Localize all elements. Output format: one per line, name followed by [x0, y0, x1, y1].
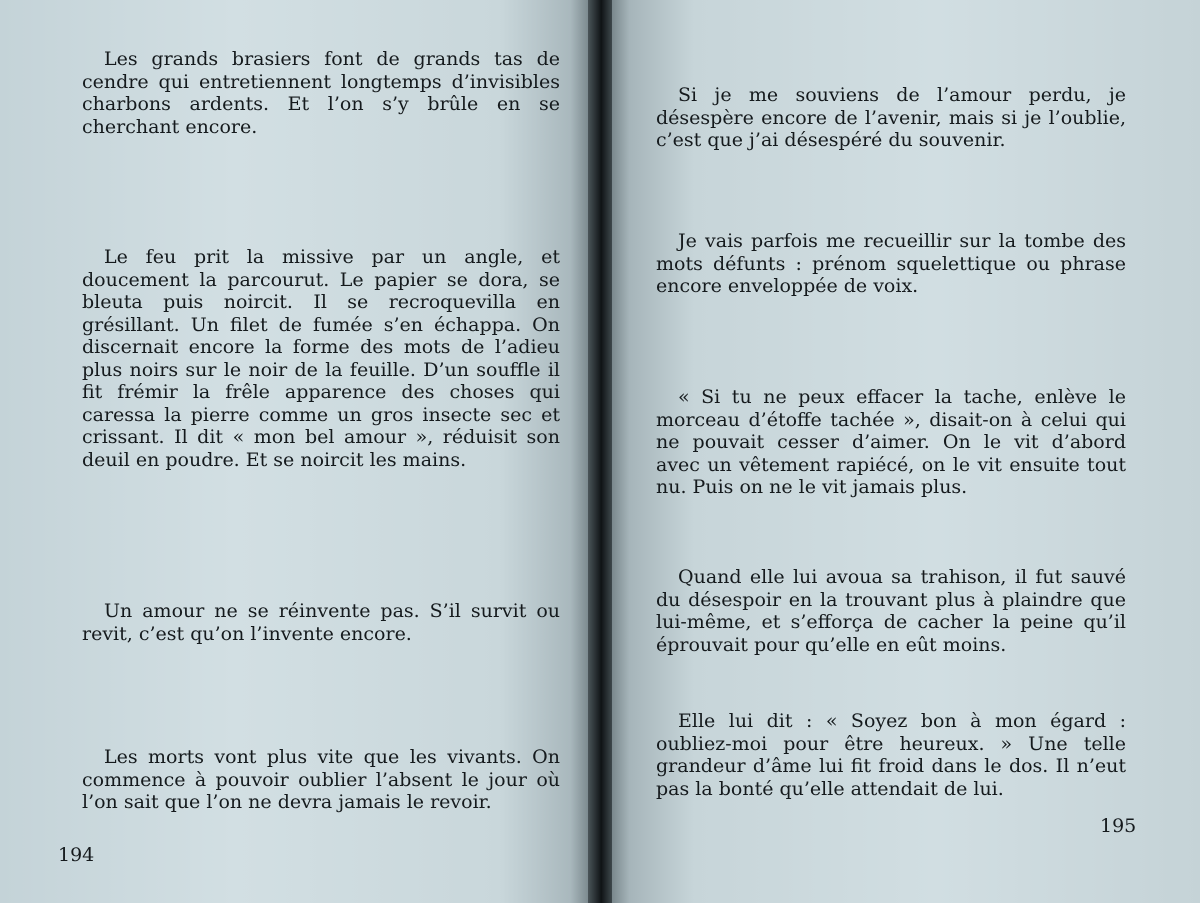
- paragraph-trahison: Quand elle lui avoua sa trahison, il fut sauvé du désespoir en la trouvant plus à plaindre que lui-même, et s’efforça de cacher la peine qu’il éprouvait pour qu’elle en eût moins.: [656, 566, 1126, 656]
- paragraph-morts: Les morts vont plus vite que les vivants. On commence à pouvoir oublier l’absent le jour où l’on sait que l’on ne devra jamais le revoir.: [82, 746, 560, 813]
- paragraph-tache: « Si tu ne peux effacer la tache, enlève le morceau d’étoffe tachée », disait-on à celui qui ne pouvait cesser d’aimer. On le vit d’abord avec un vêtement rapiécé, on le vit ensuite tout nu. Puis on ne le vit jamais plus.: [656, 386, 1126, 498]
- right-page: [612, 0, 1200, 903]
- left-page: [0, 0, 588, 903]
- page-number-right: 195: [1100, 815, 1137, 837]
- book-gutter: [588, 0, 612, 903]
- page-number-left: 194: [58, 844, 95, 866]
- paragraph-missive: Le feu prit la missive par un angle, et doucement la parcourut. Le papier se dora, se bleuta puis noircit. Il se recroquevilla en grésillant. Un filet de fumée s’en échappa. On discernait encore la forme des mots de l’adieu plus noirs sur le noir de la feuille. D’un souffle il fit frémir la frêle apparence des choses qui caressa la pierre comme un gros insecte sec et crissant. Il dit « mon bel amour », réduisit son deuil en poudre. Et se noircit les mains.: [82, 246, 560, 471]
- paragraph-amour: Un amour ne se réinvente pas. S’il survit ou revit, c’est qu’on l’invente encore.: [82, 600, 560, 645]
- paragraph-souvenir: Si je me souviens de l’amour perdu, je désespère encore de l’avenir, mais si je l’oublie, c’est que j’ai désespéré du souvenir.: [656, 84, 1126, 151]
- paragraph-brasiers: Les grands brasiers font de grands tas de cendre qui entretiennent longtemps d’invisibles charbons ardents. Et l’on s’y brûle en se cherchant encore.: [82, 48, 560, 138]
- paragraph-grandeur: Elle lui dit : « Soyez bon à mon égard : oubliez-moi pour être heureux. » Une telle grandeur d’âme lui fit froid dans le dos. Il n’eut pas la bonté qu’elle attendait de lui.: [656, 710, 1126, 800]
- paragraph-tombe: Je vais parfois me recueillir sur la tombe des mots défunts : prénom squelettique ou phrase encore enveloppée de voix.: [656, 230, 1126, 297]
